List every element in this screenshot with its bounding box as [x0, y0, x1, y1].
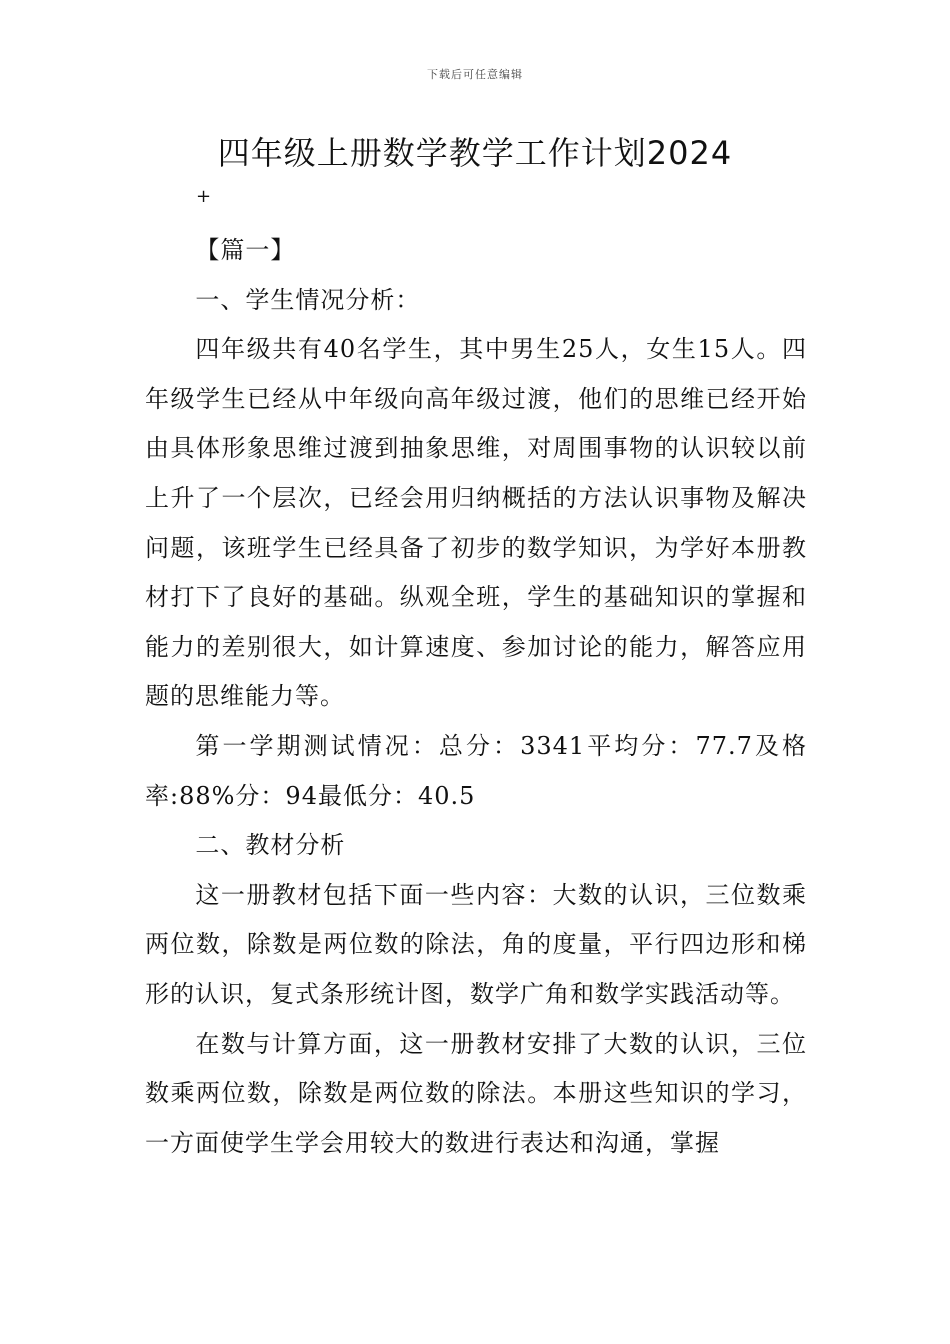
section-label: 【篇一】	[195, 236, 296, 264]
document-body	[145, 226, 807, 1168]
plus-mark: +	[196, 186, 212, 207]
header-note: 下载后可任意编辑	[427, 68, 523, 81]
paragraph-textbook-contents: 这一册教材包括下面一些内容：大数的认识，三位数乘两位数，除数是两位数的除法，角的度量，平行四边形和梯形的认识，复式条形统计图，数学广角和数学实践活动等。	[145, 880, 807, 1008]
section-heading-textbook-analysis: 二、教材分析	[195, 831, 346, 860]
section-heading-student-analysis: 一、学生情况分析：	[195, 285, 421, 314]
paragraph-student-analysis: 四年级共有40名学生，其中男生25人，女生15人。四年级学生已经从中年级向高年级过渡，他们的思维已经开始由具体形象思维过渡到抽象思维，对周围事物的认识较以前上升了一个层次，已经会用归纳概括的方法认识事物及解决问题，该班学生已经具备了初步的数学知识，为学好本册教材打下了良好的基础。纵观全班，学生的基础知识的掌握和能力的差别很大，如计算速度、参加讨论的能力，解答应用题的思维能力等。	[145, 335, 807, 711]
document-title: 四年级上册数学教学工作计划2024	[217, 134, 733, 172]
paragraph-test-results: 第一学期测试情况：总分：3341平均分：77.7及格率:88%分：94最低分：40.5	[145, 731, 807, 810]
paragraph-number-computation: 在数与计算方面，这一册教材安排了大数的认识，三位数乘两位数，除数是两位数的除法。本册这些知识的学习，一方面使学生学会用较大的数进行表达和沟通，掌握	[145, 1029, 807, 1157]
